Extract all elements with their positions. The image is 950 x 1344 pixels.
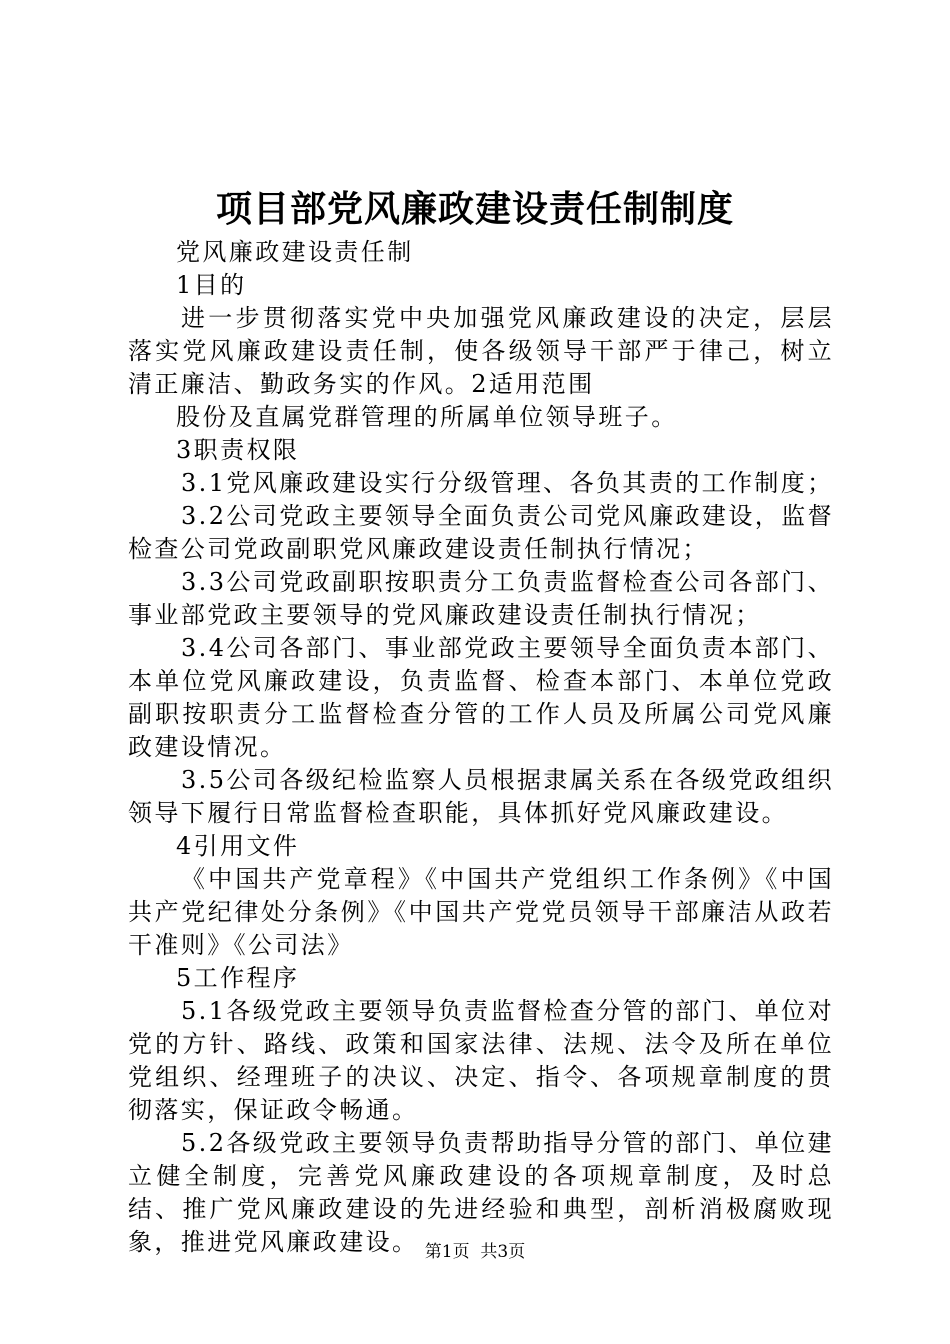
paragraph-section-1: 1目的 xyxy=(176,271,247,299)
paragraph-3-3: 3.3公司党政副职按职责分工负责监督检查公司各部门、事业部党政主要领导的党风廉政建设责任制执行情况； xyxy=(128,568,834,629)
paragraph-references: 《中国共产党章程》《中国共产党组织工作条例》《中国共产党纪律处分条例》《中国共产党党员领导干部廉洁从政若干准则》《公司法》 xyxy=(128,865,834,959)
document-body xyxy=(128,236,834,1259)
paragraph-section-3: 3职责权限 xyxy=(176,436,300,464)
paragraph-3-1: 3.1党风廉政建设实行分级管理、各负其责的工作制度； xyxy=(181,469,834,497)
paragraph-3-5: 3.5公司各级纪检监察人员根据隶属关系在各级党政组织领导下履行日常监督检查职能，具体抓好党风廉政建设。 xyxy=(128,766,834,827)
paragraph-3-2: 3.2公司党政主要领导全面负责公司党风廉政建设，监督检查公司党政副职党风廉政建设责任制执行情况； xyxy=(128,502,834,563)
paragraph-heading: 党风廉政建设责任制 xyxy=(176,238,414,266)
paragraph-scope: 股份及直属党群管理的所属单位领导班子。 xyxy=(176,403,678,431)
paragraph-3-4: 3.4公司各部门、事业部党政主要领导全面负责本部门、本单位党风廉政建设，负责监督、检查本部门、本单位党政副职按职责分工监督检查分管的工作人员及所属公司党风廉政建设情况。 xyxy=(128,634,834,761)
paragraph-purpose: 进一步贯彻落实党中央加强党风廉政建设的决定，层层落实党风廉政建设责任制，使各级领导干部严于律己，树立清正廉洁、勤政务实的作风。2适用范围 xyxy=(128,304,834,398)
paragraph-5-2: 5.2各级党政主要领导负责帮助指导分管的部门、单位建立健全制度，完善党风廉政建设的各项规章制度，及时总结、推广党风廉政建设的先进经验和典型，剖析消极腐败现象，推进党风廉政建设。 xyxy=(128,1129,834,1256)
paragraph-5-1: 5.1各级党政主要领导负责监督检查分管的部门、单位对党的方针、路线、政策和国家法律、法规、法令及所在单位党组织、经理班子的决议、决定、指令、各项规章制度的贯彻落实，保证政令畅通。 xyxy=(128,997,834,1124)
page-number-label: 第1页 共3页 xyxy=(424,1242,526,1262)
paragraph-section-4: 4引用文件 xyxy=(176,832,300,860)
paragraph-section-5: 5工作程序 xyxy=(176,964,300,992)
document-title: 项目部党风廉政建设责任制制度 xyxy=(215,188,734,230)
page-footer xyxy=(0,1240,950,1264)
